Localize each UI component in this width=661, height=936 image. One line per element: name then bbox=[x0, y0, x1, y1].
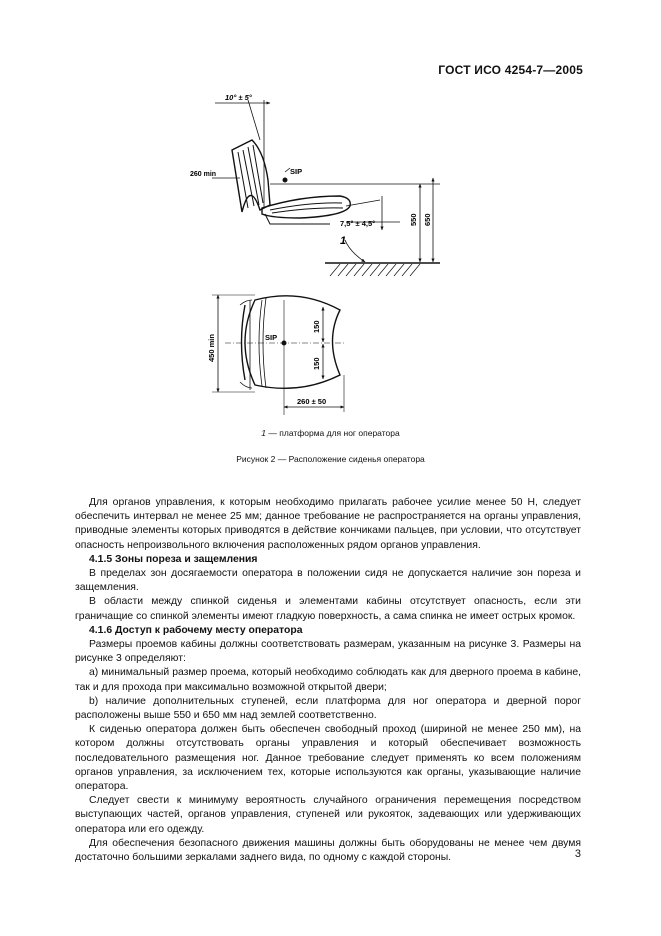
platform-callout: 1 bbox=[340, 235, 347, 247]
height-550-label: 550 bbox=[409, 213, 418, 226]
paragraph: В области между спинкой сиденья и элементами кабины отсутствует опасность, если эти граничащие со спинкой элементы имеют гладкую поверхность, а сама спинка не имеет острых кромок. bbox=[75, 596, 581, 622]
backrest-width-label: 260 min bbox=[190, 171, 217, 178]
sip-label-plan: SIP bbox=[265, 333, 278, 342]
legend-text: — платформа для ног оператора bbox=[266, 428, 400, 438]
paragraph: В пределах зон досягаемости оператора в положении сидя не допускается наличие зон пореза и защемления. bbox=[75, 568, 581, 594]
legend-number: 1 bbox=[261, 428, 267, 438]
paragraph: Размеры проемов кабины должны соответствовать размерам, указанным на рисунке 3. Размеры на рисунке 3 определяют: bbox=[75, 639, 581, 665]
seat-side-view bbox=[212, 100, 440, 276]
body-text bbox=[75, 496, 581, 865]
height-650-label: 650 bbox=[423, 213, 432, 226]
paragraph: Для обеспечения безопасного движения машины должны быть оборудованы не менее чем двумя достаточно большими зеркалами заднего вида, по одному с каждой стороны. bbox=[75, 837, 581, 864]
section-heading-4-1-6: 4.1.6 Доступ к рабочему месту оператора bbox=[89, 624, 303, 636]
figure-caption: Рисунок 2 — Расположение сиденья оператора bbox=[236, 454, 425, 464]
list-item-a: а) минимальный размер проема, который необходимо соблюдать как для дверного проема в кабине, так и для прохода при максимально возможной открытой двери; bbox=[75, 667, 581, 693]
figure-legend bbox=[0, 428, 661, 438]
page-number: 3 bbox=[574, 848, 581, 860]
section-heading-4-1-5: 4.1.5 Зоны пореза и защемления bbox=[89, 553, 258, 565]
upper-offset-label: 150 bbox=[312, 320, 321, 333]
tilt-label: 7,5° ± 4,5° bbox=[340, 219, 376, 228]
paragraph: Следует свести к минимуму вероятность случайного ограничения перемещения посредством выступающих частей, органов управления, ступеней или рукояток, задевающих или удерживающих оператора или его одежду. bbox=[75, 795, 581, 835]
sip-label-side: SIP bbox=[290, 167, 303, 176]
list-item-b: b) наличие дополнительных ступеней, если платформа для ног оператора и дверной порог расположены выше 550 и 650 мм над землей соответственно. bbox=[75, 695, 581, 722]
cushion-outline bbox=[262, 196, 350, 218]
depth-label: 260 ± 50 bbox=[297, 397, 327, 406]
angle-label: 10° ± 5° bbox=[225, 93, 252, 102]
paragraph: К сиденью оператора должен быть обеспечен свободный проход (шириной не менее 250 мм), на котором должны отсутствовать органы управления и который обеспечивает возможность последовательного размещения ног. Данное требование следует применять ко всем положениям органов управления, за исключением тех, которые используются как органы, указывающие наличие оператора. bbox=[75, 724, 581, 793]
plan-width-label: 450 min bbox=[207, 334, 216, 362]
figure-2-seat-diagram bbox=[0, 0, 661, 425]
document-header: ГОСТ ИСО 4254-7—2005 bbox=[438, 63, 583, 77]
lower-offset-label: 150 bbox=[312, 357, 321, 370]
paragraph: Для органов управления, к которым необходимо прилагать рабочее усилие менее 50 Н, следует обеспечить интервал не менее 25 мм; данное требование не распространяется на органы управления, приводные элементы которых приводятся в действие кончиками пальцев, при условии, что отсутствует опасность непроизвольного включения расположенных рядом органов управления. bbox=[75, 497, 581, 551]
